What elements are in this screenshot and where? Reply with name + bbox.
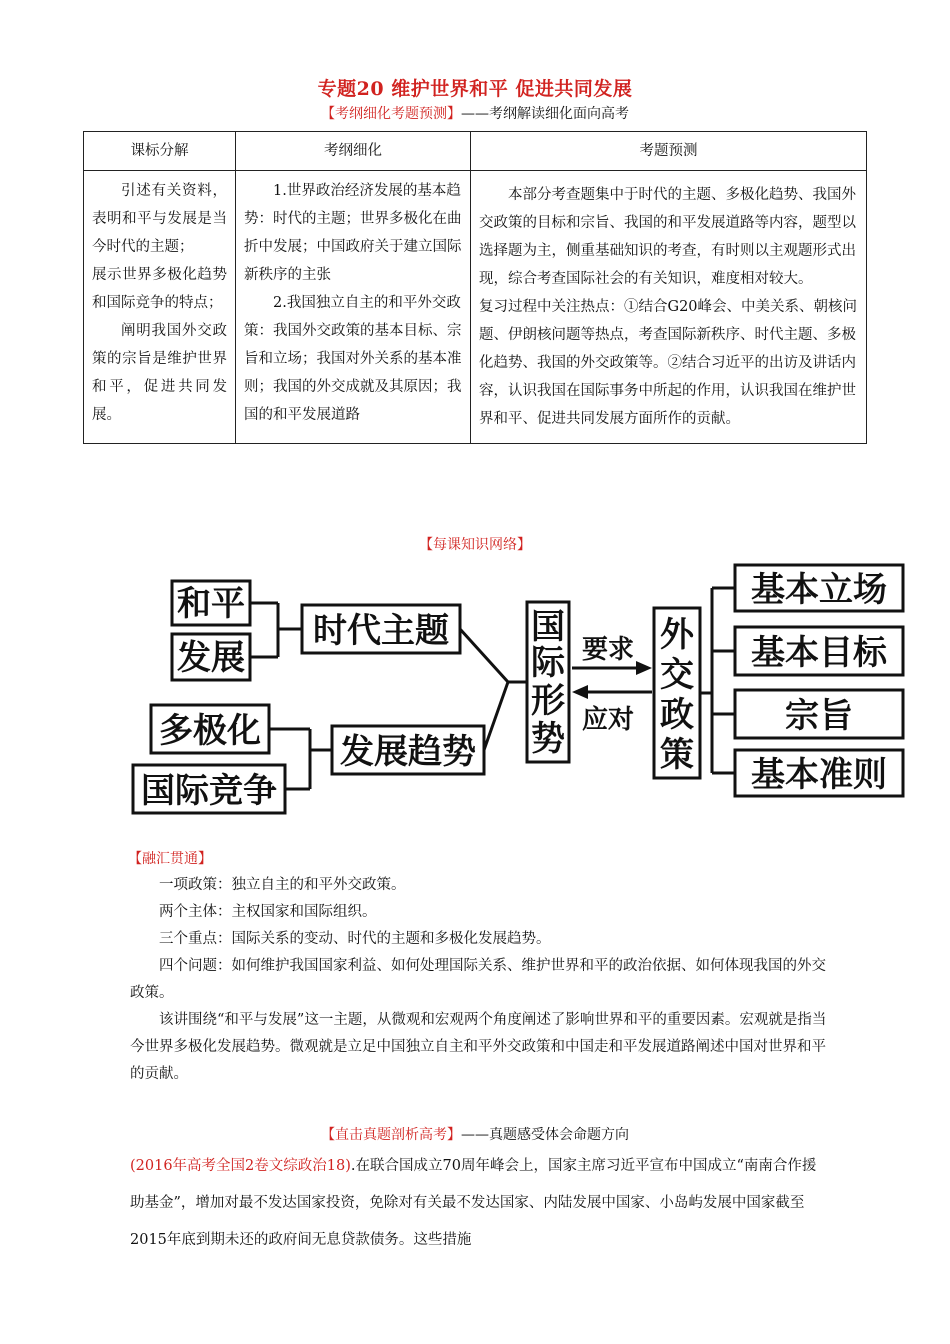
header-curriculum: 课标分解 bbox=[84, 132, 236, 171]
label-multipolar: 多极化 bbox=[159, 711, 261, 751]
exam-heading-tail: ——真题感受体会命题方向 bbox=[461, 1127, 629, 1143]
label-competition: 国际竞争 bbox=[141, 771, 277, 811]
cell-curriculum bbox=[84, 171, 236, 444]
integration-line: 四个问题：如何维护我国国家利益、如何处理国际关系、维护世界和平的政治依据、如何体现我国的外交政策。 bbox=[130, 958, 826, 1001]
label-goal: 基本目标 bbox=[751, 633, 887, 673]
label-peace: 和平 bbox=[177, 584, 245, 624]
curriculum-item: 阐明我国外交政策的宗旨是维护世界和平，促进共同发展。 bbox=[92, 323, 227, 423]
integration-line: 一项政策：独立自主的和平外交政策。 bbox=[159, 877, 406, 893]
syllabus-item: 1.世界政治经济发展的基本趋势：时代的主题；世界多极化在曲折中发展；中国政府关于建立国际新秩序的主张 bbox=[244, 183, 462, 283]
section-subtitle bbox=[0, 103, 950, 123]
page-title: 专题20 维护世界和平 促进共同发展 bbox=[317, 78, 633, 100]
label-development: 发展 bbox=[177, 638, 245, 678]
forecast-item: 复习过程中关注热点：①结合G20峰会、中美关系、朝核问题、伊朗核问题等热点，考查国际新秩序、时代主题、多极化趋势、我国的外交政策等。②结合习近平的出访及讲话内容，认识我国在国际事务中所起的作用，认识我国在维护世界和平、促进共同发展方面所作的贡献。 bbox=[479, 299, 858, 427]
label-situation-char: 国 bbox=[531, 607, 565, 647]
label-policy-char: 外 bbox=[660, 615, 694, 655]
subtitle-tail: ——考纲解读细化面向高考 bbox=[461, 106, 629, 122]
network-heading: 【每课知识网络】 bbox=[419, 537, 531, 553]
integration-line: 两个主体：主权国家和国际组织。 bbox=[159, 904, 377, 920]
cell-syllabus bbox=[236, 171, 471, 444]
label-policy-char: 策 bbox=[660, 735, 694, 775]
integration-heading: 【融汇贯通】 bbox=[128, 851, 212, 867]
label-policy-char: 政 bbox=[660, 695, 694, 735]
label-policy-char: 交 bbox=[660, 655, 694, 695]
label-stance: 基本立场 bbox=[751, 570, 887, 610]
label-era-theme: 时代主题 bbox=[313, 611, 449, 651]
forecast-item: 本部分考查题集中于时代的主题、多极化趋势、我国外交政策的目标和宗旨、我国的和平发展道路等内容，题型以选择题为主，侧重基础知识的考查，有时则以主观题形式出现，综合考查国际社会的有关知识，难度相对较大。 bbox=[479, 187, 856, 287]
syllabus-item: 2.我国独立自主的和平外交政策：我国外交政策的基本目标、宗旨和立场；我国对外关系的基本准则；我国的外交成就及其原因；我国的和平发展道路 bbox=[244, 295, 462, 423]
curriculum-item: 引述有关资料，表明和平与发展是当今时代的主题； bbox=[92, 183, 227, 255]
exam-heading-bracket: 【直击真题剖析高考】 bbox=[321, 1127, 461, 1143]
label-situation-char: 形 bbox=[531, 681, 565, 721]
exam-source: (2016年高考全国2卷文综政治18) bbox=[130, 1158, 351, 1174]
integration-line: 三个重点：国际关系的变动、时代的主题和多极化发展趋势。 bbox=[159, 931, 551, 947]
exam-heading bbox=[0, 1124, 950, 1144]
header-forecast: 考题预测 bbox=[471, 132, 867, 171]
label-situation-char: 势 bbox=[531, 719, 565, 759]
syllabus-table bbox=[83, 131, 867, 444]
label-require: 要求 bbox=[581, 635, 635, 665]
label-respond: 应对 bbox=[581, 705, 635, 735]
integration-line: 该讲围绕“和平与发展”这一主题，从微观和宏观两个角度阐述了影响世界和平的重要因素。宏观就是指当今世界多极化发展趋势。微观就是立足中国独立自主和平外交政策和中国走和平发展道路阐述中国对世界和平的贡献。 bbox=[130, 1012, 827, 1082]
curriculum-item: 展示世界多极化趋势和国际竞争的特点； bbox=[92, 267, 227, 311]
integration-body bbox=[130, 872, 830, 1088]
exam-question bbox=[130, 1148, 830, 1259]
label-principle: 基本准则 bbox=[751, 755, 887, 795]
label-trend: 发展趋势 bbox=[340, 732, 476, 772]
header-syllabus: 考纲细化 bbox=[236, 132, 471, 171]
label-situation-char: 际 bbox=[531, 643, 565, 683]
knowledge-network-diagram bbox=[0, 550, 950, 840]
table-row bbox=[84, 171, 867, 444]
label-purpose: 宗旨 bbox=[785, 696, 853, 736]
arrow-left-icon bbox=[572, 685, 588, 699]
table-header-row bbox=[84, 132, 867, 171]
subtitle-bracket: 【考纲细化考题预测】 bbox=[321, 106, 461, 122]
arrow-right-icon bbox=[636, 661, 652, 675]
exam-question-text: .在联合国成立70周年峰会上，国家主席习近平宣布中国成立“南南合作援助基金”，增加对最不发达国家投资，免除对有关最不发达国家、内陆发展中国家、小岛屿发展中国家截至2015年底到期未还的政府间无息贷款债务。这些措施 bbox=[130, 1158, 817, 1248]
cell-forecast bbox=[471, 171, 867, 444]
